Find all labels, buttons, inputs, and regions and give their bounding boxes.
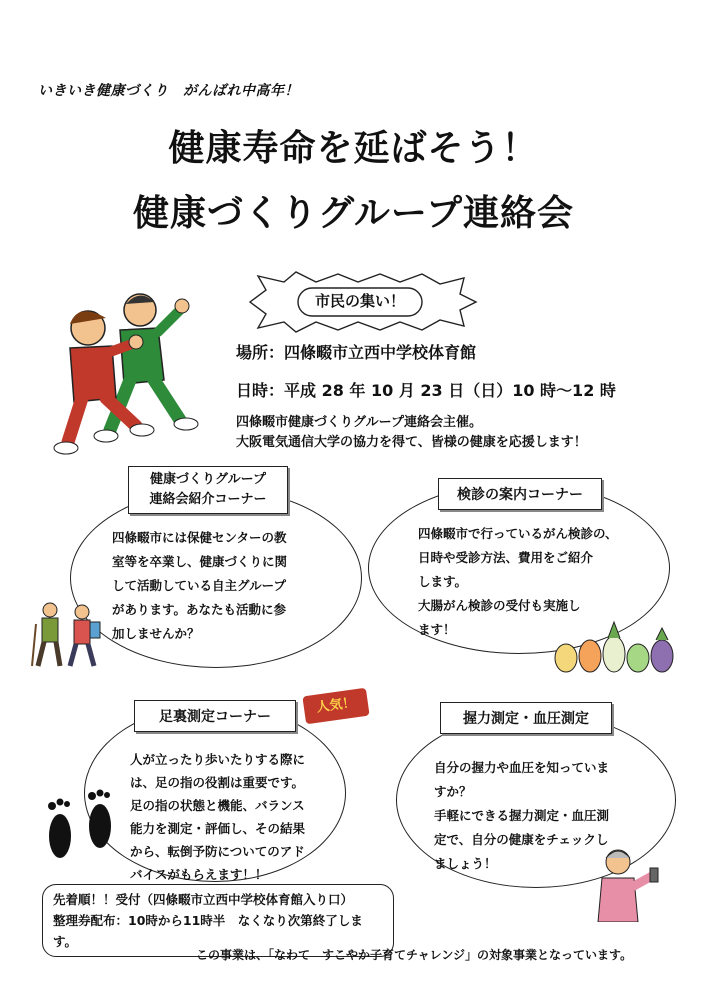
- runners-illustration: [40, 280, 210, 460]
- grip-test-illustration: [588, 846, 666, 922]
- hikers-illustration: [28, 598, 108, 670]
- text-line: があります。あなたも活動に参: [112, 602, 287, 617]
- text-line: 加しませんか？: [112, 626, 200, 641]
- event-datetime: 日時：平成 28 年 10 月 23 日（日）10 時〜12 時: [236, 381, 616, 400]
- corner-body-groups: [112, 526, 287, 646]
- text-line: して活動している自主グループ: [112, 578, 287, 593]
- text-line: 人が立ったり歩いたりする際に: [130, 752, 306, 767]
- text-line: します。: [418, 574, 468, 589]
- text-line: 定で、自分の健康をチェックし: [434, 832, 609, 847]
- text-line: 能力を測定・評価し、その結果: [130, 821, 306, 836]
- event-host-line1: 四條畷市健康づくりグループ連絡会主催。: [236, 415, 482, 430]
- text-line: 四條畷市で行っているがん検診の、: [418, 526, 618, 541]
- corner-title-line1: 健康づくりグループ: [150, 472, 266, 487]
- corner-title-screening: 検診の案内コーナー: [438, 478, 602, 510]
- text-line: 足の指の状態と機能、バランス: [130, 798, 305, 813]
- corner-body-foot: [130, 748, 305, 886]
- corner-body-grip: [434, 756, 609, 876]
- corner-title-groups: [128, 466, 288, 514]
- text-line: 大腸がん検診の受付も実施し: [418, 598, 581, 613]
- event-host-line2: 大阪電気通信大学の協力を得て、皆様の健康を応援します！: [236, 435, 587, 450]
- notice-line1: 先着順！！受付（四條畷市立西中学校体育館入り口）: [53, 892, 354, 907]
- text-line: は、足の指の役割は重要です。: [130, 775, 305, 790]
- tagline: いきいき健康づくり がんばれ中高年！: [38, 83, 299, 99]
- text-line: ます！: [418, 622, 456, 637]
- text-line: 日時や受診方法、費用をご紹介: [418, 550, 594, 565]
- page-title-line1: 健康寿命を延ばそう！: [168, 128, 539, 169]
- text-line: ましょう！: [434, 856, 497, 871]
- event-place: 場所：四條畷市立西中学校体育館: [236, 343, 477, 362]
- corner-title-foot: 足裏測定コーナー: [134, 700, 296, 732]
- text-line: バイスがもらえます！！: [130, 867, 268, 882]
- burst-label: 市民の集い！: [314, 292, 405, 310]
- corner-title-line2: 連絡会紹介コーナー: [149, 492, 267, 507]
- text-line: 手軽にできる握力測定・血圧測: [434, 808, 610, 823]
- popular-badge: 人気！: [302, 688, 369, 725]
- text-line: 室等を卒業し、健康づくりに関: [112, 554, 288, 569]
- footer-note: この事業は、「なわて すこやか子育てチャレンジ」の対象事業となっています。: [196, 948, 633, 962]
- text-line: から、転倒予防についてのアド: [130, 844, 305, 859]
- text-line: すか？: [434, 784, 472, 799]
- footprints-icon: [40, 788, 124, 868]
- page-title-line2: 健康づくりグループ連絡会: [132, 193, 575, 234]
- text-line: 自分の握力や血圧を知っていま: [434, 760, 610, 775]
- vegetables-illustration: [552, 620, 682, 682]
- text-line: 四條畷市には保健センターの教: [112, 530, 287, 545]
- notice-line2: 整理券配布：10時から11時半 なくなり次第終了します。: [53, 913, 363, 949]
- corner-title-grip: 握力測定・血圧測定: [440, 702, 612, 734]
